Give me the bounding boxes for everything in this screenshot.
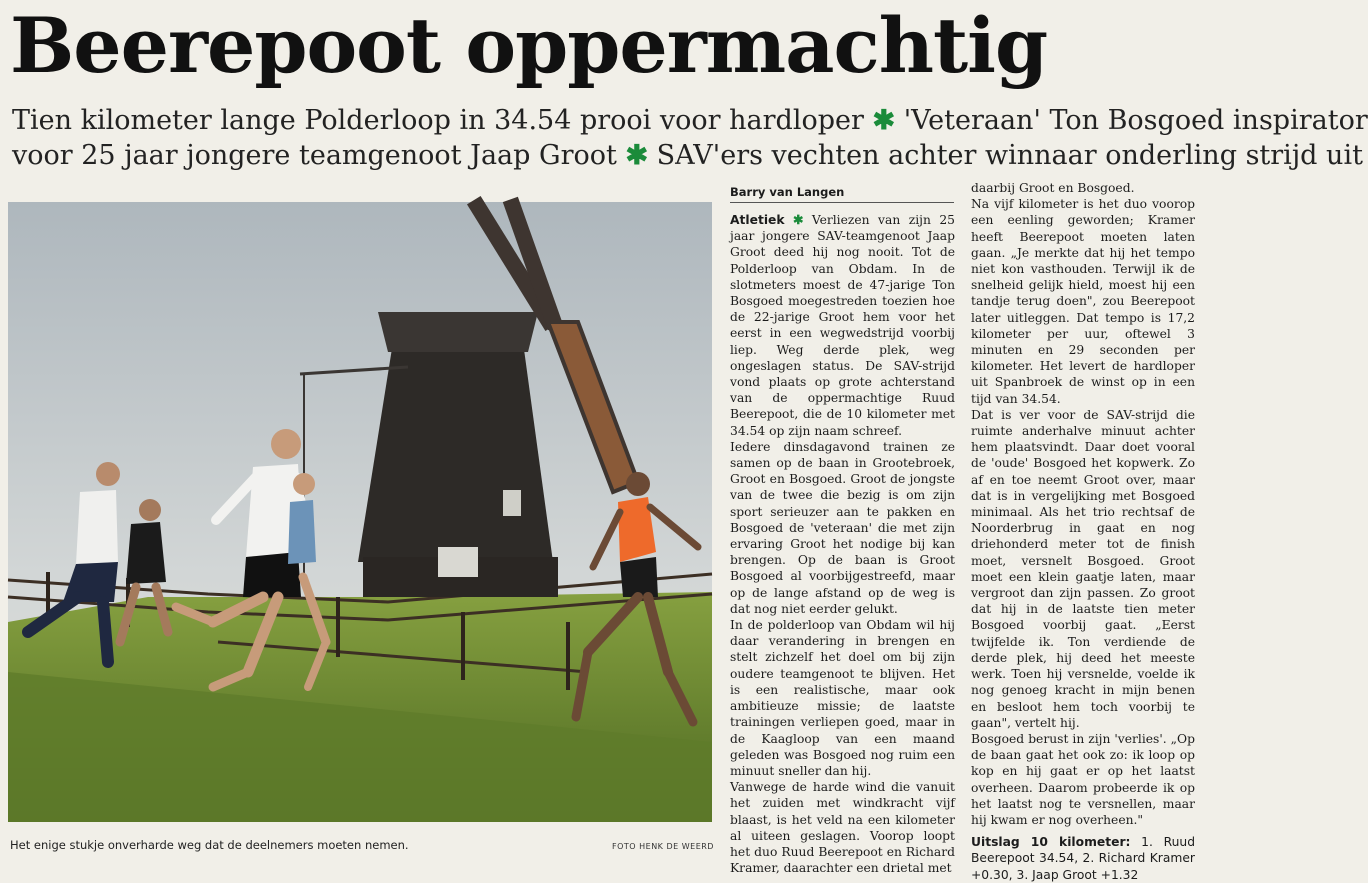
photo-caption: Het enige stukje onverharde weg dat de deelnemers moeten nemen. [10, 838, 409, 852]
green-asterisk-icon: ✱ [625, 140, 649, 171]
green-asterisk-icon: ✱ [872, 105, 896, 136]
lead-paragraph [730, 212, 955, 439]
byline: Barry van Langen [730, 185, 954, 203]
paragraph: Bosgoed berust in zijn 'verlies'. „Op de baan gaat het ook zo: ik loop op kop en hij gaat er op het laatst overheen. Daarom probeerde ik op het laatst nog te versnellen, maar hij kwam er nog overheen." [971, 731, 1195, 827]
subhead-line-1 [12, 104, 1368, 138]
paragraph: Dat is ver voor de SAV-strijd die ruimte anderhalve minuut achter hem plaatsvindt. Daar doet vooral de 'oude' Bosgoed het kopwerk. Zo af en toe neemt Groot over, maar dat is in vergelijking met Bosgoed minimaal. Als het trio rechtsaf de Noorderbrug in gaat en nog driehonderd meter tot de finish moet, versnelt Bosgoed. Groot moet een klein gaatje laten, maar vergroot dan zijn passen. Zo groot dat hij in de laatste tien meter Bosgoed voorbij gaat. „Eerst twijfelde ik. Ton verdiende de derde plek, hij deed het meeste werk. Toen hij versnelde, voelde ik nog genoeg kracht in mijn benen en besloot hem toch voorbij te gaan", vertelt hij. [971, 407, 1195, 730]
photo-credit: FOTO HENK DE WEERD [612, 842, 714, 851]
green-asterisk-icon: ✱ [793, 212, 804, 227]
lead-text: Verliezen van zijn 25 jaar jongere SAV-teamgenoot Jaap Groot deed hij nog nooit. Tot de Polderloop van Obdam. In de slotmeters moest de 47-jarige Ton Bosgoed moegestreden toezien hoe de 22-jarige Groot hem voor het eerst in een wegwedstrijd voorbij liep. Weg derde plek, weg ongeslagen status. De SAV-strijd vond plaats op grote achterstand van de oppermachtige Ruud Beerepoot, die de 10 kilometer met 34.54 op zijn naam schreef. [730, 213, 955, 438]
subhead-part-3: voor 25 jaar jongere teamgenoot Jaap Groot [12, 140, 617, 171]
kicker: Atletiek [730, 213, 785, 227]
paragraph: Vanwege de harde wind die vanuit het zuiden met windkracht vijf blaast, is het veld na een kilometer al uiteen geslagen. Voorop loopt het duo Ruud Beerepoot en Richard Kramer, daarachter een drietal met [730, 780, 955, 876]
subhead-part-2: 'Veteraan' Ton Bosgoed inspirator [903, 105, 1368, 136]
results [971, 834, 1195, 883]
results-text: 1. Ruud Beerepoot 34.54, 2. Richard Kramer +0.30, 3. Jaap Groot +1.32 [971, 835, 1195, 882]
paragraph: Iedere dinsdagavond trainen ze samen op de baan in Grootebroek, Groot en Bosgoed. Groot de jongste van de twee die bezig is om zijn sport serieuzer aan te pakken en Bosgoed de 'veteraan' die met zijn ervaring Groot het nodige bij kan brengen. Op de baan is Groot Bosgoed al voorbijgestreefd, maar op de lange afstand op de weg is dat nog niet eerder gelukt. [730, 439, 955, 616]
paragraph: Na vijf kilometer is het duo voorop een eenling geworden; Kramer heeft Beerepoot moeten laten gaan. „Je merkte dat hij het tempo niet kon vasthouden. Terwijl ik de snelheid gelijk hield, moest hij een tandje terug doen", zou Beerepoot later uitleggen. Dat tempo is 17,2 kilometer per uur, oftewel 3 minuten en 29 seconden per kilometer. Het levert de hardloper uit Spanbroek de winst op in een tijd van 34.54. [971, 197, 1195, 406]
subhead-part-1: Tien kilometer lange Polderloop in 34.54 prooi voor hardloper [12, 105, 864, 136]
paragraph: daarbij Groot en Bosgoed. [971, 181, 1135, 195]
results-label: Uitslag 10 kilometer: [971, 835, 1131, 850]
article-photo [8, 202, 712, 822]
article-column-2 [971, 180, 1195, 883]
paragraph: In de polderloop van Obdam wil hij daar verandering in brengen en stelt zichzelf het doel om bij zijn oudere teamgenoot te blijven. Het is een realistische, maar ook ambitieuze missie; de laatste trainingen verliepen goed, maar in de Kaagloop van een maand geleden was Bosgoed nog ruim een minuut sneller dan hij. [730, 618, 955, 778]
article-column-1 [730, 212, 955, 876]
headline: Beerepoot oppermachtig [10, 1, 1048, 90]
subhead-part-4: SAV'ers vechten achter winnaar onderling strijd uit [656, 140, 1363, 171]
windmill-runners-illustration [8, 202, 712, 822]
subhead-line-2 [12, 139, 1363, 173]
